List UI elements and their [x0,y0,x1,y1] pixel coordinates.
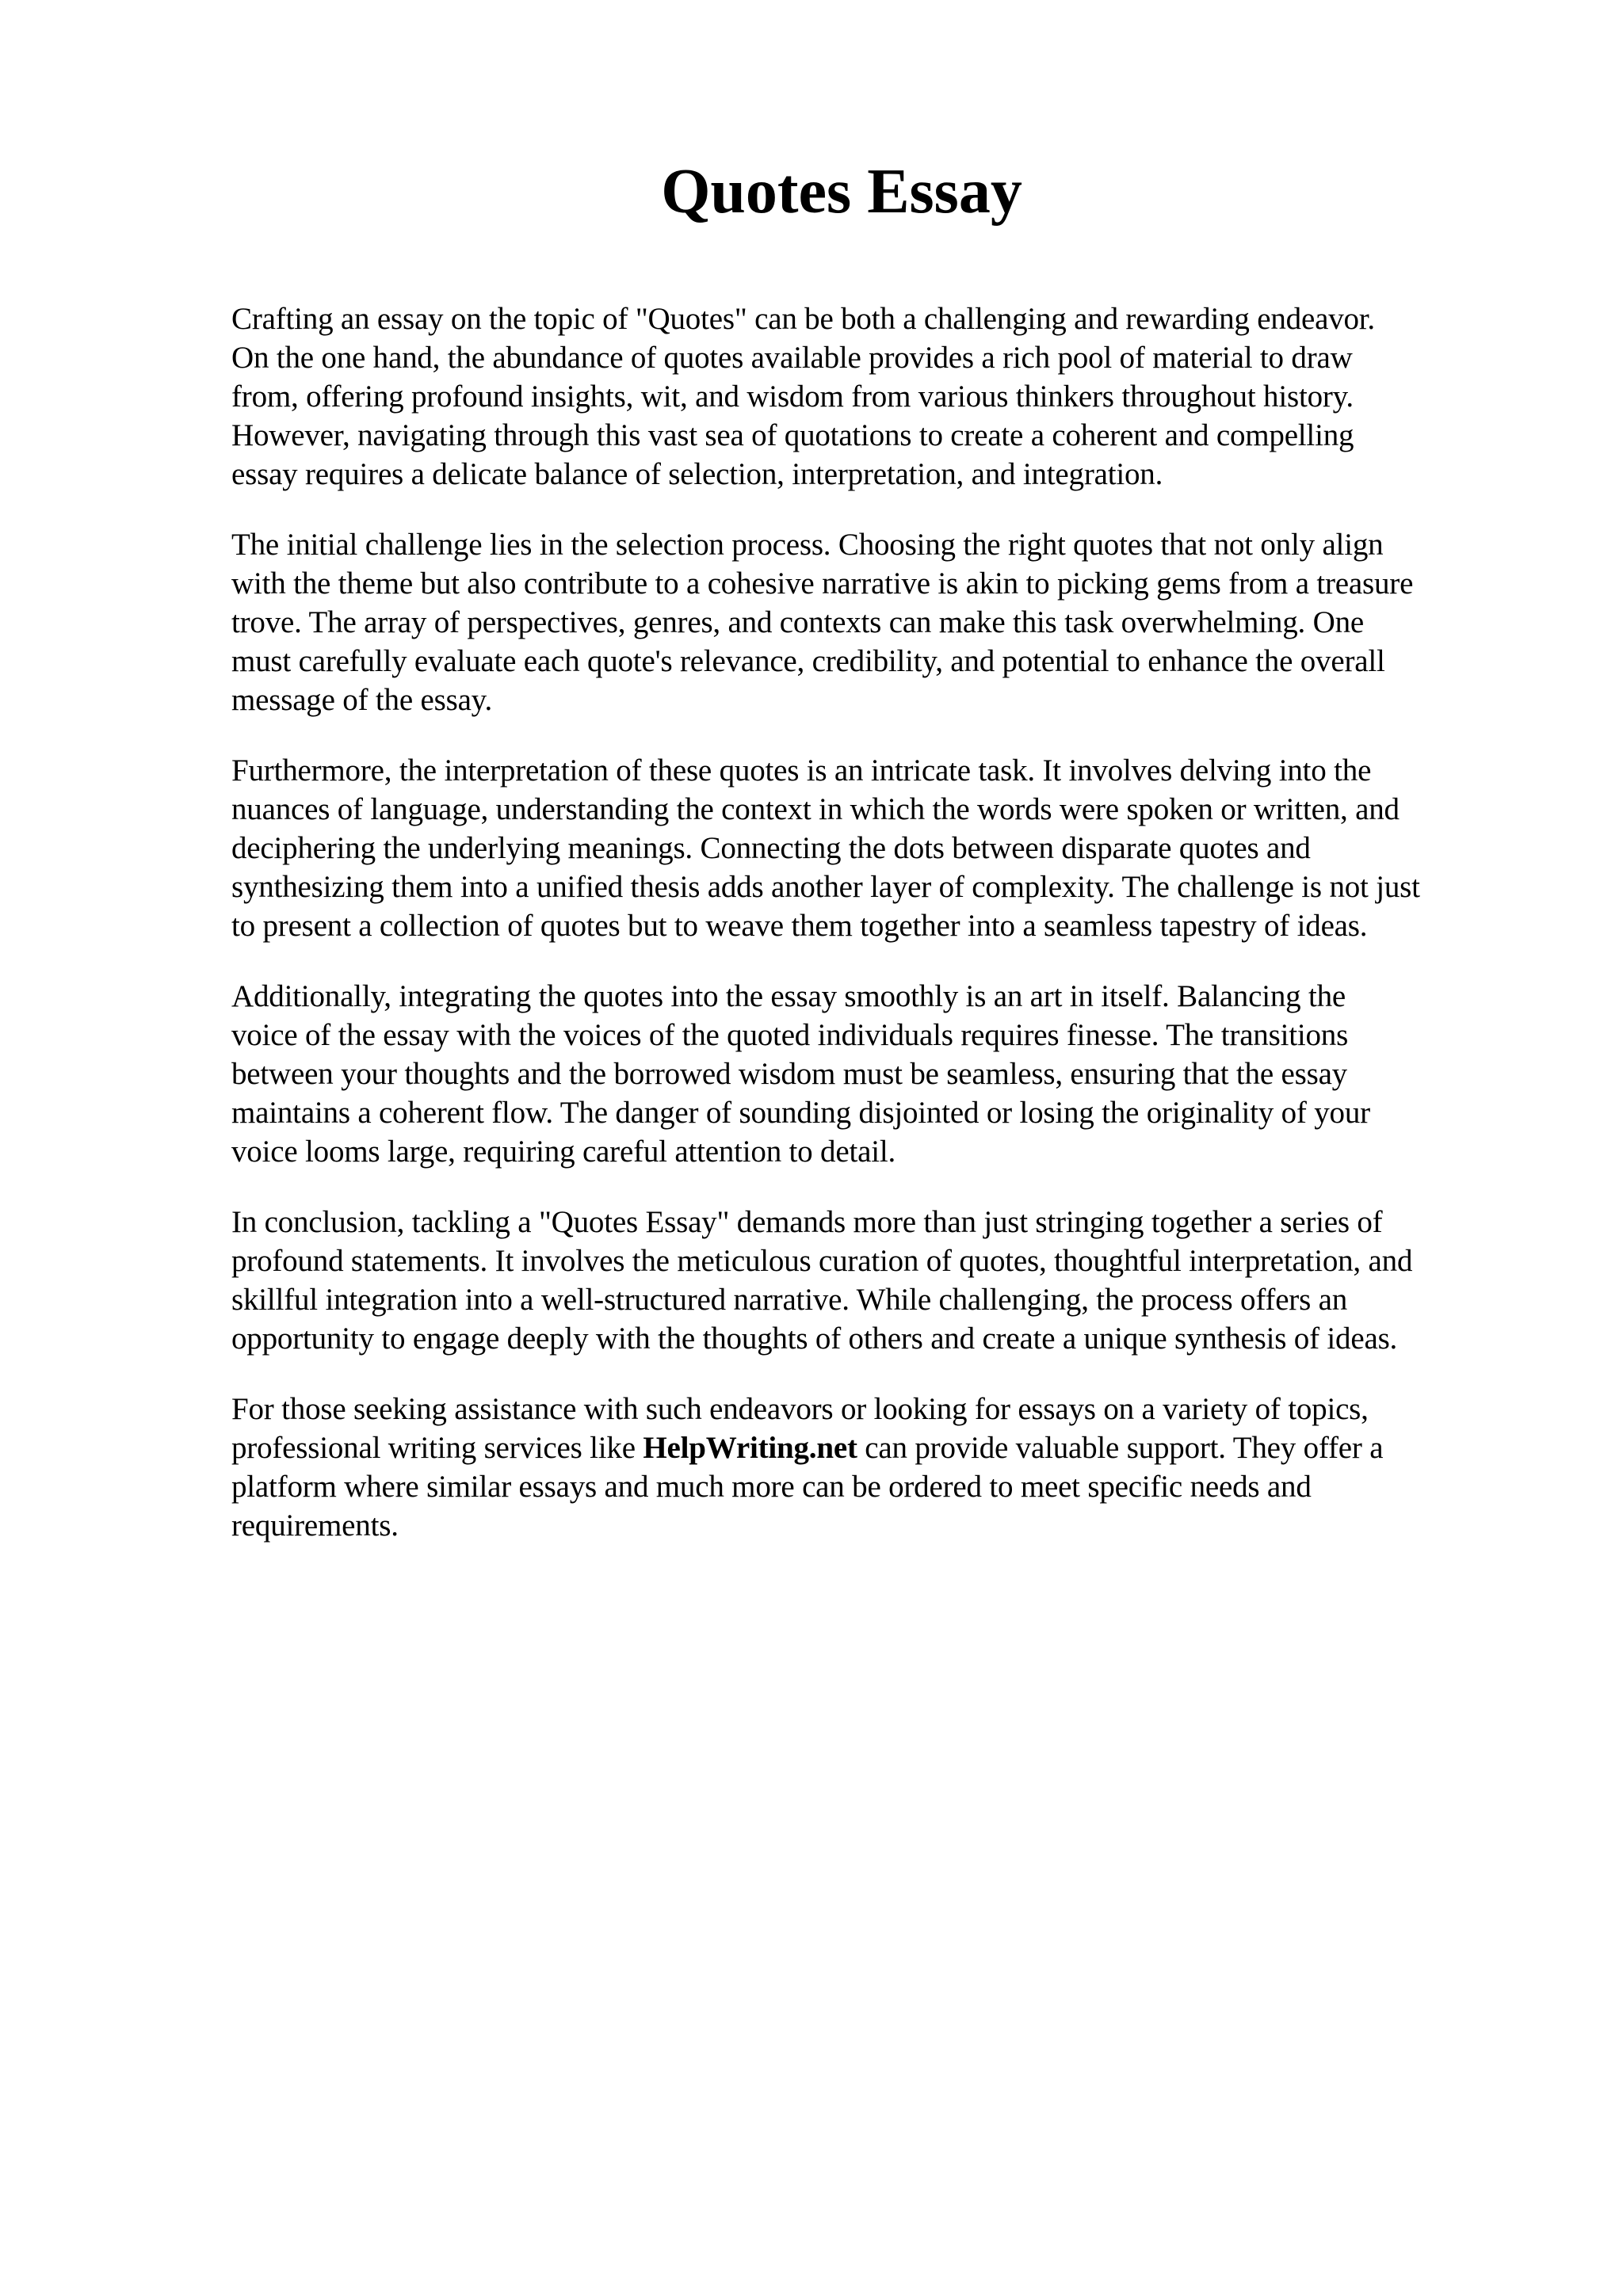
text-line: voice of the essay with the voices of the quoted individuals requires finesse. The transitions [231,1018,1349,1052]
text-segment: professional writing services like [231,1431,643,1465]
text-line: synthesizing them into a unified thesis adds another layer of complexity. The challenge is not just [231,870,1420,904]
brand-name: HelpWriting.net [643,1431,857,1465]
text-line-with-brand [231,1428,1523,1467]
document-body [231,299,1523,1577]
text-line: Crafting an essay on the topic of "Quotes" can be both a challenging and rewarding endeavor. [231,302,1375,336]
text-line: In conclusion, tackling a "Quotes Essay" demands more than just stringing together a series of [231,1205,1383,1239]
paragraph-intro [231,299,1523,494]
text-segment: can provide valuable support. They offer a [857,1431,1384,1465]
text-line: For those seeking assistance with such endeavors or looking for essays on a variety of topics, [231,1392,1369,1426]
text-line: trove. The array of perspectives, genres, and contexts can make this task overwhelming. One [231,605,1365,639]
text-line: The initial challenge lies in the selection process. Choosing the right quotes that not only align [231,528,1384,562]
text-line: maintains a coherent flow. The danger of sounding disjointed or losing the originality of your [231,1096,1370,1130]
document-title: Quotes Essay [661,157,1022,227]
paragraph-closing [231,1390,1523,1545]
text-line: Additionally, integrating the quotes into the essay smoothly is an art in itself. Balancing the [231,979,1346,1013]
text-line: message of the essay. [231,683,492,717]
text-line: opportunity to engage deeply with the thoughts of others and create a unique synthesis of ideas. [231,1322,1398,1356]
paragraph-integration [231,977,1523,1171]
paragraph-interpretation [231,751,1523,945]
paragraph-conclusion [231,1203,1523,1358]
text-line: Furthermore, the interpretation of these quotes is an intricate task. It involves delving into the [231,753,1372,788]
text-line: must carefully evaluate each quote's relevance, credibility, and potential to enhance the overall [231,644,1385,678]
text-line: nuances of language, understanding the context in which the words were spoken or written, and [231,792,1400,826]
text-line: from, offering profound insights, wit, and wisdom from various thinkers throughout history. [231,379,1354,414]
text-line: platform where similar essays and much more can be ordered to meet specific needs and [231,1470,1312,1504]
text-line: On the one hand, the abundance of quotes available provides a rich pool of material to draw [231,341,1353,375]
text-line: between your thoughts and the borrowed wisdom must be seamless, ensuring that the essay [231,1057,1347,1091]
text-line: essay requires a delicate balance of selection, interpretation, and integration. [231,457,1163,491]
paragraph-selection [231,525,1523,719]
text-line: with the theme but also contribute to a cohesive narrative is akin to picking gems from a treasure [231,566,1414,601]
text-line: However, navigating through this vast sea of quotations to create a coherent and compelling [231,418,1354,452]
text-line: skillful integration into a well-structured narrative. While challenging, the process offers an [231,1283,1348,1317]
text-line: voice looms large, requiring careful attention to detail. [231,1135,896,1169]
text-line: to present a collection of quotes but to weave them together into a seamless tapestry of ideas. [231,909,1368,943]
text-line: requirements. [231,1508,399,1543]
text-line: deciphering the underlying meanings. Connecting the dots between disparate quotes and [231,831,1311,865]
text-line: profound statements. It involves the meticulous curation of quotes, thoughtful interpretation, and [231,1244,1413,1278]
